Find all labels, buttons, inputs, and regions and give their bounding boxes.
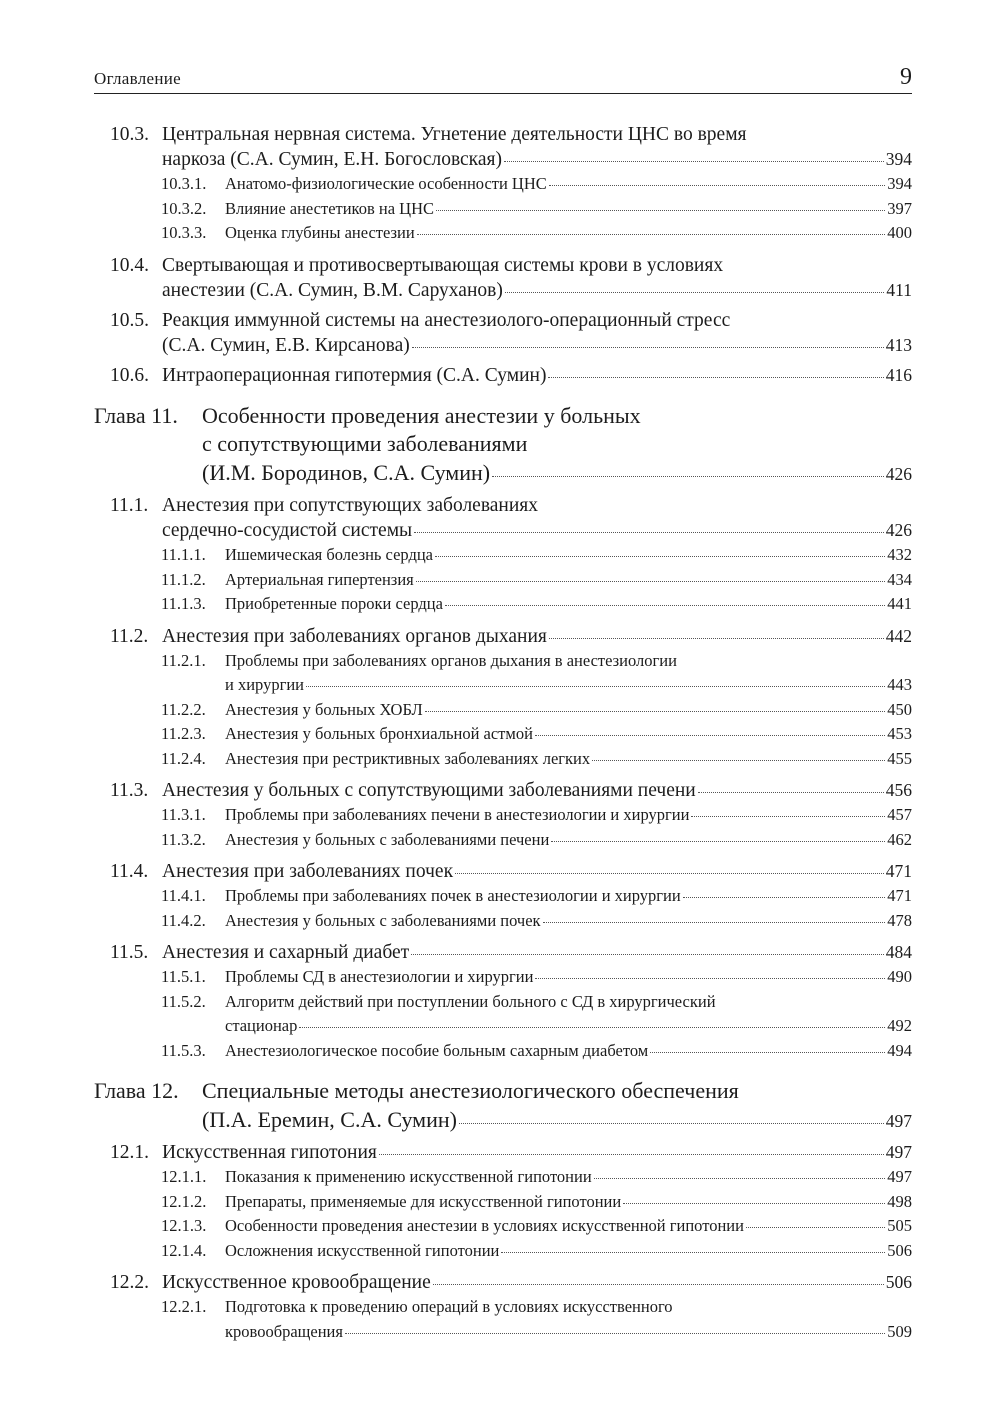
toc-entry-number: 11.3. — [110, 780, 149, 801]
toc-entry-number: 10.4. — [110, 254, 149, 276]
toc-entry[interactable] — [94, 909, 912, 934]
toc-entry-title: Оценка глубины анестезии — [225, 223, 415, 242]
toc-entry-title: Центральная нервная система. Угнетение деятельности ЦНС во время — [162, 124, 747, 145]
table-of-contents — [94, 122, 912, 1344]
toc-entry[interactable] — [94, 940, 912, 965]
toc-entry[interactable] — [94, 990, 912, 1039]
toc-entry-title: Анестезия у больных с заболеваниями печени — [225, 829, 550, 849]
toc-entry-title: Анестезия у больных с сопутствующими заболеваниями печени — [162, 780, 696, 801]
toc-entry-page: 453 — [887, 724, 912, 743]
leader-dots — [746, 1227, 885, 1228]
toc-entry-page: 497 — [885, 1142, 912, 1162]
toc-entry-number: 12.1.3. — [161, 1216, 207, 1235]
toc-entry-title: Приобретенные пороки сердца — [225, 594, 443, 613]
toc-entry[interactable] — [94, 543, 912, 568]
toc-entry-title: Искусственное кровообращение — [162, 1272, 431, 1293]
toc-entry[interactable] — [94, 803, 912, 828]
toc-entry-number: 11.1.1. — [161, 545, 206, 564]
toc-entry-title: и хирургии — [225, 675, 304, 694]
toc-entry-page: 509 — [887, 1321, 912, 1341]
toc-entry-page: 416 — [885, 364, 912, 385]
toc-entry-title: (С.А. Сумин, Е.В. Кирсанова) — [162, 334, 410, 356]
leader-dots — [698, 792, 884, 793]
toc-entry-title: стационар — [225, 1016, 298, 1035]
leader-dots — [548, 377, 883, 378]
toc-entry-title: Проблемы при заболеваниях почек в анестезиологии и хирургии — [225, 886, 681, 905]
toc-entry[interactable] — [94, 363, 912, 388]
toc-entry[interactable] — [94, 1295, 912, 1344]
toc-entry-title: Реакция иммунной системы на анестезиолого-операционный стресс — [162, 309, 731, 331]
toc-entry-page: 498 — [887, 1191, 912, 1211]
toc-entry-page: 443 — [887, 675, 912, 694]
leader-dots — [435, 556, 885, 557]
leader-dots — [683, 897, 886, 898]
toc-entry-number: Глава 12. — [94, 1078, 179, 1103]
toc-entry-page: 450 — [887, 699, 912, 719]
toc-entry[interactable] — [94, 624, 912, 649]
toc-entry-number: 10.3.2. — [161, 198, 207, 218]
toc-entry[interactable] — [94, 722, 912, 747]
leader-dots — [691, 816, 885, 817]
toc-entry[interactable] — [94, 884, 912, 909]
toc-entry-page: 455 — [887, 748, 912, 768]
leader-dots — [455, 873, 884, 874]
toc-entry-title: Специальные методы анестезиологического обеспечения — [202, 1078, 739, 1103]
toc-entry[interactable] — [94, 1140, 912, 1165]
leader-dots — [459, 1123, 884, 1124]
leader-dots — [416, 581, 886, 582]
toc-entry-page: 394 — [885, 149, 912, 169]
page — [94, 60, 912, 1344]
leader-dots — [535, 735, 885, 736]
toc-entry-number: 11.2. — [110, 625, 149, 647]
toc-entry-page: 497 — [885, 1110, 912, 1131]
toc-entry-number: 11.2.4. — [161, 748, 206, 768]
toc-entry[interactable] — [94, 493, 912, 543]
toc-entry-title: Анестезия у больных с заболеваниями почек — [225, 910, 541, 930]
toc-entry-number: 11.5. — [110, 942, 149, 963]
toc-entry[interactable] — [94, 197, 912, 222]
toc-entry-page: 400 — [887, 223, 912, 242]
toc-entry-number: 11.2.2. — [161, 699, 206, 719]
toc-entry-title: Анестезия у больных бронхиальной астмой — [225, 724, 533, 743]
toc-entry-number: 11.5.3. — [161, 1040, 206, 1060]
running-head-title: Оглавление — [94, 69, 181, 88]
leader-dots — [345, 1333, 885, 1334]
toc-entry[interactable] — [94, 1214, 912, 1239]
toc-entry-title: Искусственная гипотония — [162, 1142, 377, 1163]
toc-entry[interactable] — [94, 1239, 912, 1264]
toc-entry-number: Глава 11. — [94, 402, 178, 428]
toc-entry-page: 505 — [887, 1216, 912, 1235]
toc-entry-title: Анестезия и сахарный диабет — [162, 942, 410, 963]
leader-dots — [543, 922, 886, 923]
toc-entry-page: 506 — [887, 1240, 912, 1260]
toc-entry-page: 462 — [887, 829, 912, 849]
toc-entry[interactable] — [94, 965, 912, 990]
toc-entry-page: 397 — [887, 198, 912, 218]
toc-entry-number: 11.5.2. — [161, 991, 206, 1011]
toc-entry-page: 497 — [887, 1167, 912, 1186]
toc-entry-title: Проблемы СД в анестезиологии и хирургии — [225, 967, 534, 986]
toc-entry[interactable] — [94, 859, 912, 884]
toc-entry-number: 10.3. — [110, 124, 149, 145]
toc-entry-title: Особенности проведения анестезии в условиях искусственной гипотонии — [225, 1216, 744, 1235]
toc-entry-number: 11.1.3. — [161, 594, 206, 613]
toc-entry[interactable] — [94, 1190, 912, 1215]
toc-entry-page: 426 — [885, 463, 912, 484]
toc-entry-title: с сопутствующими заболеваниями — [202, 431, 528, 456]
leader-dots — [411, 954, 884, 955]
running-header — [94, 60, 912, 94]
toc-entry-title: Проблемы при заболеваниях печени в анестезиологии и хирургии — [225, 805, 690, 824]
toc-entry-title: кровообращения — [225, 1321, 343, 1341]
toc-entry-number: 11.3.2. — [161, 829, 206, 849]
leader-dots — [592, 760, 885, 761]
toc-entry-number: 10.6. — [110, 364, 149, 386]
toc-entry[interactable] — [94, 1039, 912, 1064]
toc-entry-number: 12.1. — [110, 1142, 149, 1163]
toc-entry[interactable] — [94, 649, 912, 698]
toc-entry-page: 484 — [885, 942, 912, 962]
leader-dots — [433, 1284, 884, 1285]
toc-entry-page: 490 — [887, 967, 912, 986]
toc-entry-number: 11.2.1. — [161, 650, 206, 670]
toc-entry-title: Анатомо-физиологические особенности ЦНС — [225, 174, 547, 193]
toc-entry-page: 471 — [885, 861, 912, 881]
toc-entry[interactable] — [94, 308, 912, 358]
toc-entry-title: (П.А. Еремин, С.А. Сумин) — [202, 1106, 457, 1132]
leader-dots — [414, 532, 884, 533]
toc-entry-title: Осложнения искусственной гипотонии — [225, 1240, 500, 1260]
toc-entry-number: 11.4.2. — [161, 910, 206, 930]
toc-entry-page: 457 — [887, 805, 912, 824]
toc-entry[interactable] — [94, 221, 912, 246]
toc-entry-page: 471 — [887, 886, 912, 905]
toc-entry-number: 11.1. — [110, 495, 149, 516]
toc-entry-number: 11.4. — [110, 861, 149, 882]
toc-entry-page: 494 — [887, 1040, 912, 1060]
leader-dots — [549, 638, 884, 639]
toc-entry-title: Свертывающая и противосвертывающая системы крови в условиях — [162, 254, 724, 276]
toc-entry[interactable] — [94, 253, 912, 303]
toc-entry-page: 411 — [886, 279, 912, 300]
toc-entry[interactable] — [94, 568, 912, 593]
toc-entry-title: Препараты, применяемые для искусственной гипотонии — [225, 1191, 622, 1211]
leader-dots — [492, 476, 884, 477]
toc-entry-title: Подготовка к проведению операций в условиях искусственного — [225, 1297, 673, 1316]
toc-entry[interactable] — [94, 172, 912, 197]
toc-entry-page: 506 — [885, 1272, 912, 1292]
toc-entry-page: 441 — [887, 594, 912, 613]
toc-entry-page: 478 — [887, 910, 912, 930]
toc-entry[interactable] — [94, 1270, 912, 1295]
toc-entry-title: Анестезиологическое пособие больным сахарным диабетом — [225, 1040, 649, 1060]
leader-dots — [445, 605, 885, 606]
toc-entry-title: Ишемическая болезнь сердца — [225, 545, 433, 564]
toc-entry-number: 12.1.2. — [161, 1191, 207, 1211]
toc-entry-title: Влияние анестетиков на ЦНС — [225, 198, 435, 218]
toc-entry-title: Артериальная гипертензия — [225, 569, 414, 589]
toc-entry-title: (И.М. Бородинов, С.А. Сумин) — [202, 459, 491, 485]
leader-dots — [594, 1178, 886, 1179]
toc-entry-number: 10.3.1. — [161, 174, 207, 193]
leader-dots — [425, 711, 886, 712]
toc-entry[interactable] — [94, 402, 912, 489]
toc-entry-title: Анестезия при рестриктивных заболеваниях легких — [225, 748, 591, 768]
toc-entry-number: 11.3.1. — [161, 805, 206, 824]
toc-entry-page: 442 — [885, 625, 912, 646]
toc-entry-page: 492 — [887, 1016, 912, 1035]
toc-entry-title: Анестезия при сопутствующих заболеваниях — [162, 495, 539, 516]
toc-entry-title: Проблемы при заболеваниях органов дыхания в анестезиологии — [225, 650, 677, 670]
toc-entry[interactable] — [94, 122, 912, 172]
toc-entry[interactable] — [94, 1077, 912, 1135]
toc-entry-title: Интраоперационная гипотермия (С.А. Сумин) — [162, 364, 547, 386]
leader-dots — [299, 1027, 885, 1028]
toc-entry-title: Анестезия при заболеваниях почек — [162, 861, 454, 882]
toc-entry-number: 12.2.1. — [161, 1297, 207, 1316]
leader-dots — [504, 161, 884, 162]
toc-entry-number: 12.1.1. — [161, 1167, 207, 1186]
leader-dots — [379, 1154, 884, 1155]
toc-entry[interactable] — [94, 1165, 912, 1190]
toc-entry-page: 456 — [885, 780, 912, 800]
toc-entry[interactable] — [94, 747, 912, 772]
toc-entry-title: сердечно-сосудистой системы — [162, 520, 413, 541]
leader-dots — [306, 686, 885, 687]
toc-entry-page: 426 — [885, 520, 912, 540]
leader-dots — [549, 185, 885, 186]
leader-dots — [535, 978, 885, 979]
toc-entry-number: 12.2. — [110, 1272, 149, 1293]
toc-entry[interactable] — [94, 778, 912, 803]
leader-dots — [501, 1252, 885, 1253]
toc-entry-title: Анестезия у больных ХОБЛ — [225, 699, 423, 719]
toc-entry-title: Показания к применению искусственной гипотонии — [225, 1167, 592, 1186]
leader-dots — [412, 347, 884, 348]
toc-entry-title: Анестезия при заболеваниях органов дыхания — [162, 625, 547, 647]
toc-entry-number: 11.4.1. — [161, 886, 206, 905]
leader-dots — [505, 292, 885, 293]
toc-entry-number: 11.1.2. — [161, 569, 206, 589]
toc-entry-number: 11.2.3. — [161, 724, 206, 743]
toc-entry-page: 413 — [885, 334, 912, 355]
toc-entry-title: Алгоритм действий при поступлении больного с СД в хирургический — [225, 991, 716, 1011]
toc-entry-page: 394 — [887, 174, 912, 193]
toc-entry-number: 11.5.1. — [161, 967, 206, 986]
toc-entry[interactable] — [94, 828, 912, 853]
leader-dots — [623, 1203, 885, 1204]
toc-entry-page: 434 — [887, 569, 912, 589]
page-number: 9 — [900, 64, 912, 90]
toc-entry-title: Особенности проведения анестезии у больных — [202, 402, 641, 428]
toc-entry-title: наркоза (С.А. Сумин, Е.Н. Богословская) — [162, 149, 502, 170]
toc-entry-page: 432 — [887, 545, 912, 564]
toc-entry-number: 10.3.3. — [161, 223, 207, 242]
leader-dots — [650, 1052, 885, 1053]
toc-entry-title: анестезии (С.А. Сумин, В.М. Саруханов) — [162, 279, 503, 301]
toc-entry[interactable] — [94, 592, 912, 617]
leader-dots — [551, 841, 885, 842]
toc-entry[interactable] — [94, 698, 912, 723]
leader-dots — [436, 210, 885, 211]
leader-dots — [417, 234, 886, 235]
toc-entry-number: 12.1.4. — [161, 1240, 207, 1260]
toc-entry-number: 10.5. — [110, 309, 149, 331]
